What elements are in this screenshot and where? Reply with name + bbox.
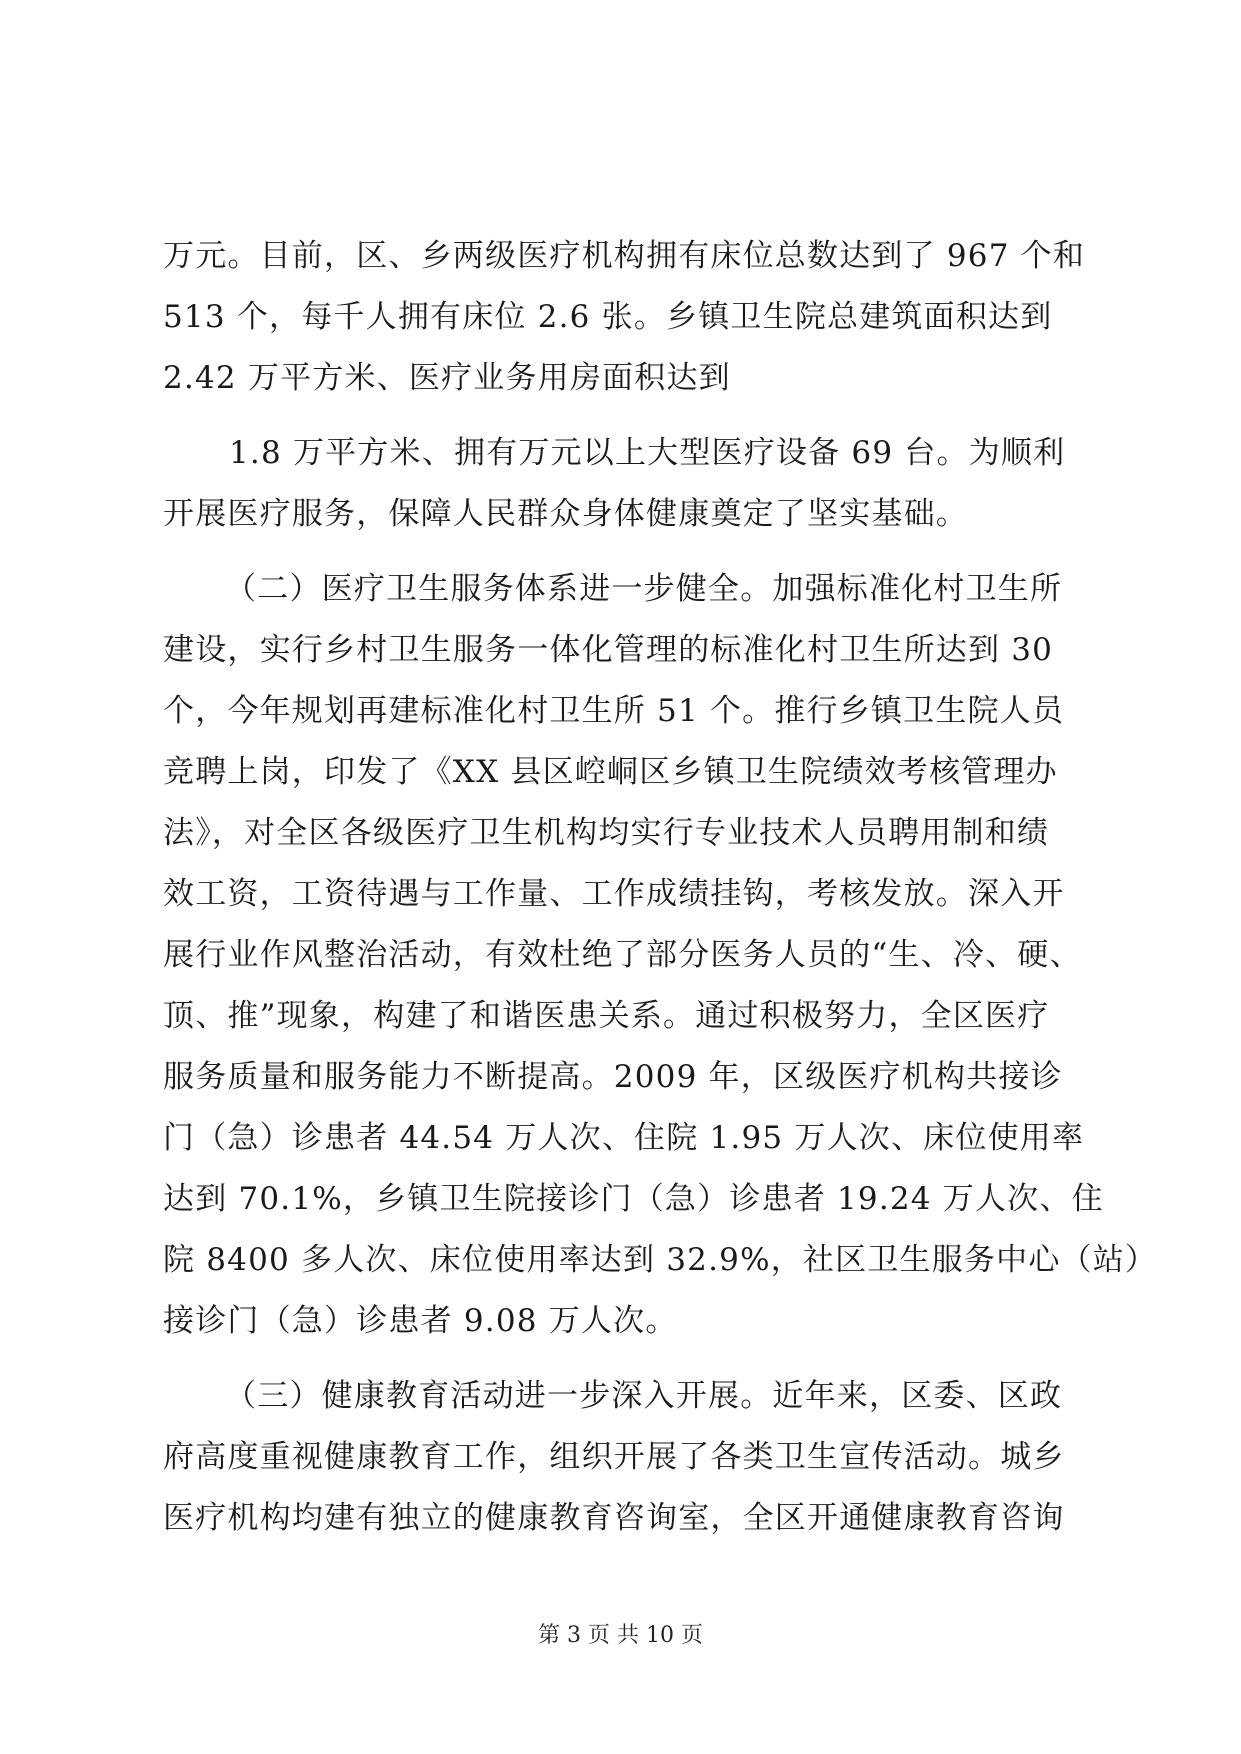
text-line: 1.8 万平方米、拥有万元以上大型医疗设备 69 台。为顺利	[229, 435, 1066, 471]
text-line: 门（急）诊患者 44.54 万人次、住院 1.95 万人次、床位使用率	[163, 1120, 1085, 1156]
text-line: 2.42 万平方米、医疗业务用房面积达到	[163, 360, 731, 396]
section-heading-line: （三）健康教育活动进一步深入开展。近年来，区委、区政	[225, 1378, 1063, 1414]
text-line: 府高度重视健康教育工作，组织开展了各类卫生宣传活动。城乡	[163, 1439, 1065, 1475]
text-line: 达到 70.1%，乡镇卫生院接诊门（急）诊患者 19.24 万人次、住	[163, 1181, 1104, 1217]
text-line: 建设，实行乡村卫生服务一体化管理的标准化村卫生所达到 30	[163, 632, 1054, 668]
text-line: 医疗机构均建有独立的健康教育咨询室，全区开通健康教育咨询	[163, 1500, 1065, 1536]
text-line: 万元。目前，区、乡两级医疗机构拥有床位总数达到了 967 个和	[163, 238, 1086, 274]
text-line: 法》，对全区各级医疗卫生机构均实行专业技术人员聘用制和绩	[163, 815, 1050, 851]
text-line: 服务质量和服务能力不断提高。2009 年，区级医疗机构共接诊	[163, 1059, 1063, 1095]
section-heading-line: （二）医疗卫生服务体系进一步健全。加强标准化村卫生所	[225, 571, 1063, 607]
page-number-footer: 第 3 页 共 10 页	[538, 1623, 703, 1648]
text-line: 开展医疗服务，保障人民群众身体健康奠定了坚实基础。	[163, 496, 968, 532]
text-line: 接诊门（急）诊患者 9.08 万人次。	[163, 1303, 678, 1339]
text-line: 513 个，每千人拥有床位 2.6 张。乡镇卫生院总建筑面积达到	[163, 299, 1053, 335]
text-line: 效工资，工资待遇与工作量、工作成绩挂钩，考核发放。深入开	[163, 876, 1065, 912]
text-line: 顶、推”现象，构建了和谐医患关系。通过积极努力，全区医疗	[163, 998, 1050, 1034]
text-line: 个，今年规划再建标准化村卫生所 51 个。推行乡镇卫生院人员	[163, 693, 1065, 729]
text-line: 竞聘上岗，印发了《XX 县区崆峒区乡镇卫生院绩效考核管理办	[163, 754, 1058, 790]
document-body	[163, 226, 1158, 1549]
text-line: 院 8400 多人次、床位使用率达到 32.9%，社区卫生服务中心（站）	[163, 1242, 1158, 1278]
text-line: 展行业作风整治活动，有效杜绝了部分医务人员的“生、冷、硬、	[163, 937, 1082, 973]
